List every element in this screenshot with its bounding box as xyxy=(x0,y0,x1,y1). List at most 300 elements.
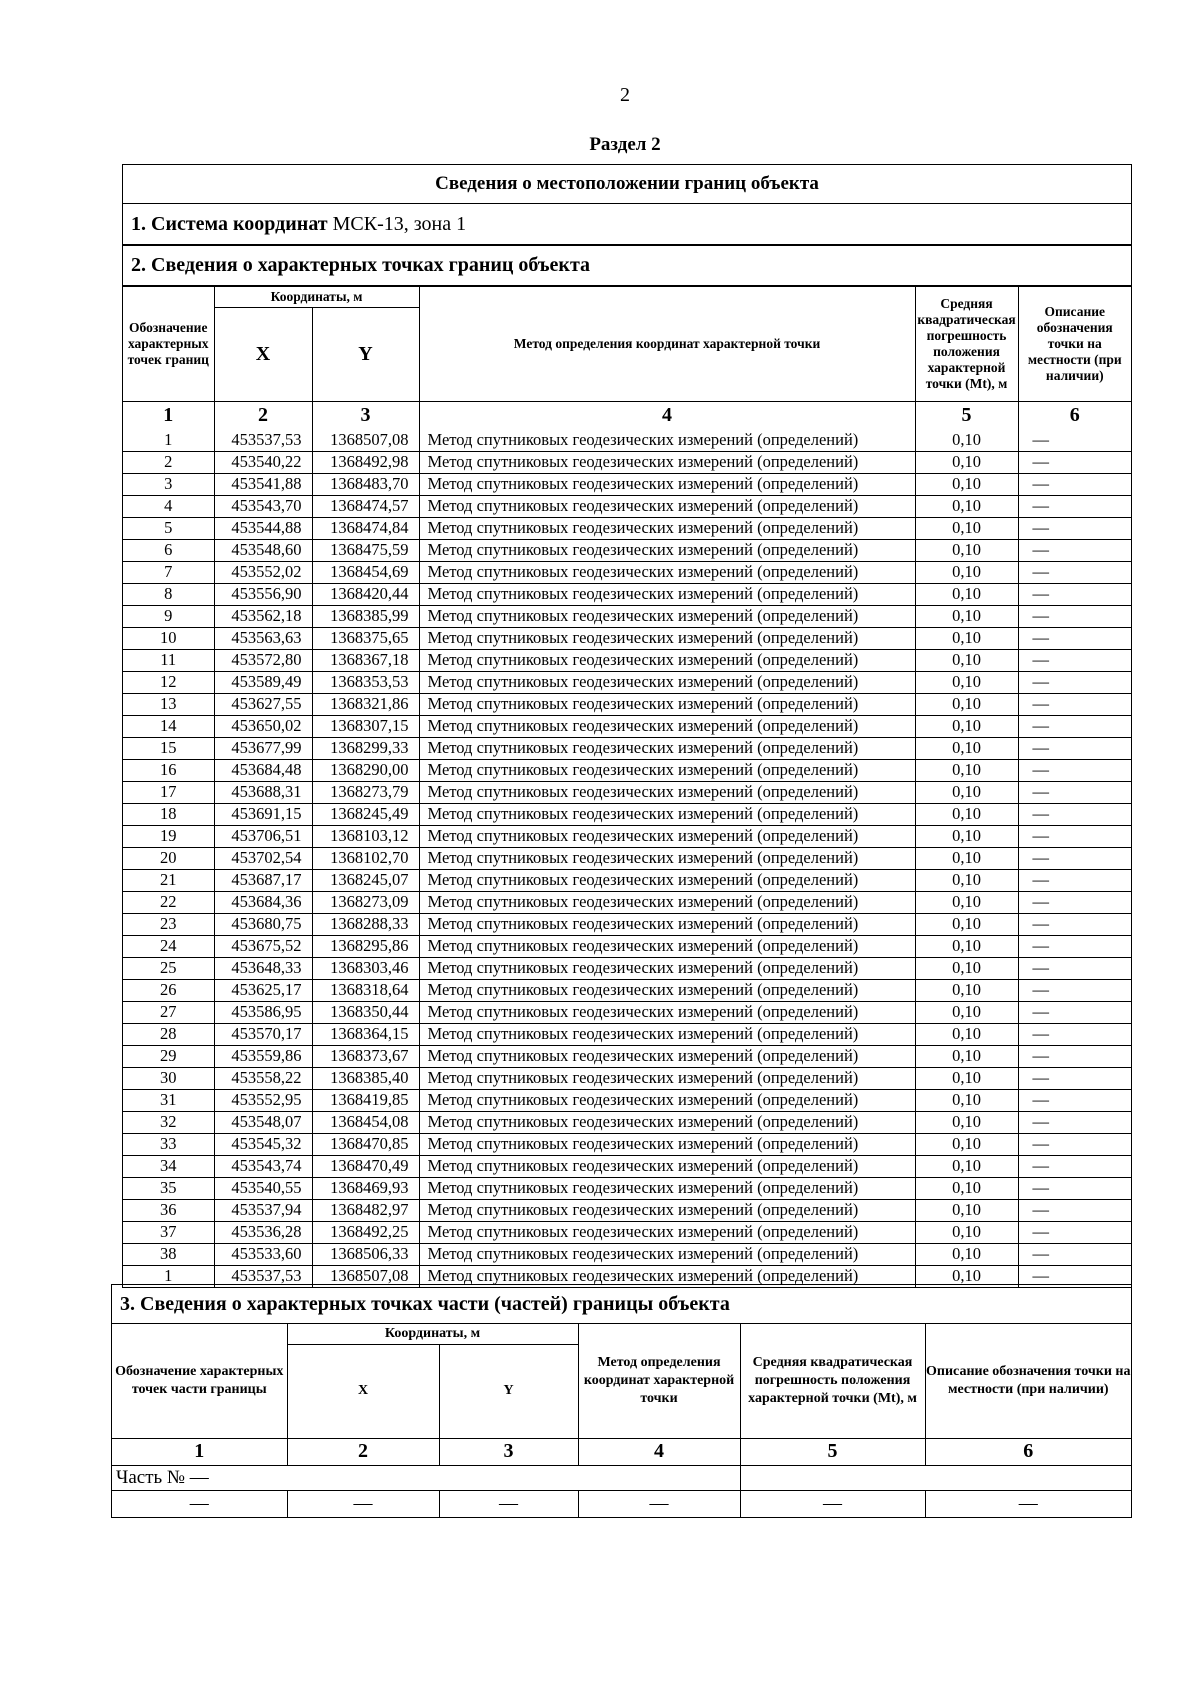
coord-x: 453552,95 xyxy=(214,1089,312,1111)
accuracy-cell: 0,10 xyxy=(915,430,1018,452)
method-cell: Метод спутниковых геодезических измерений (определений) xyxy=(419,1067,915,1089)
dash-cell: — xyxy=(287,1490,439,1517)
point-number: 37 xyxy=(123,1221,214,1243)
method-cell: Метод спутниковых геодезических измерений (определений) xyxy=(419,1089,915,1111)
parts-header-accuracy: Средняя квадратическая погрешность положения характерной точки (Mt), м xyxy=(740,1324,925,1438)
coord-y: 1368353,53 xyxy=(312,671,419,693)
column-number: 4 xyxy=(419,401,915,430)
method-cell: Метод спутниковых геодезических измерений (определений) xyxy=(419,979,915,1001)
coord-y: 1368482,97 xyxy=(312,1199,419,1221)
column-numbers-row xyxy=(123,401,1131,430)
coord-x: 453536,28 xyxy=(214,1221,312,1243)
table-row xyxy=(123,649,1131,671)
coord-x: 453684,36 xyxy=(214,891,312,913)
parts-header-description: Описание обозначения точки на местности (при наличии) xyxy=(925,1324,1131,1438)
table-row xyxy=(123,891,1131,913)
coord-y: 1368288,33 xyxy=(312,913,419,935)
method-cell: Метод спутниковых геодезических измерений (определений) xyxy=(419,891,915,913)
coord-x: 453558,22 xyxy=(214,1067,312,1089)
coord-x: 453684,48 xyxy=(214,759,312,781)
column-number: 5 xyxy=(740,1438,925,1465)
method-cell: Метод спутниковых геодезических измерений (определений) xyxy=(419,1133,915,1155)
dash-cell: — xyxy=(925,1490,1131,1517)
method-cell: Метод спутниковых геодезических измерений (определений) xyxy=(419,451,915,473)
point-number: 21 xyxy=(123,869,214,891)
column-number: 2 xyxy=(287,1438,439,1465)
coord-x: 453648,33 xyxy=(214,957,312,979)
coord-y: 1368102,70 xyxy=(312,847,419,869)
method-cell: Метод спутниковых геодезических измерений (определений) xyxy=(419,1001,915,1023)
coord-x: 453548,60 xyxy=(214,539,312,561)
coord-x: 453687,17 xyxy=(214,869,312,891)
table-row xyxy=(123,1023,1131,1045)
table-row xyxy=(123,1177,1131,1199)
table-row xyxy=(123,1221,1131,1243)
coord-x: 453572,80 xyxy=(214,649,312,671)
coord-y: 1368385,99 xyxy=(312,605,419,627)
method-cell: Метод спутниковых геодезических измерений (определений) xyxy=(419,1155,915,1177)
table-row xyxy=(123,759,1131,781)
accuracy-cell: 0,10 xyxy=(915,583,1018,605)
table-row xyxy=(123,495,1131,517)
coord-y: 1368103,12 xyxy=(312,825,419,847)
description-cell: — xyxy=(1018,891,1131,913)
parts-header-coords: Координаты, м xyxy=(287,1324,578,1344)
coord-x: 453625,17 xyxy=(214,979,312,1001)
coord-x: 453706,51 xyxy=(214,825,312,847)
points-section-title: 2. Сведения о характерных точках границ объекта xyxy=(123,246,1131,287)
accuracy-cell: 0,10 xyxy=(915,1111,1018,1133)
coord-y: 1368245,49 xyxy=(312,803,419,825)
point-number: 2 xyxy=(123,451,214,473)
point-number: 33 xyxy=(123,1133,214,1155)
description-cell: — xyxy=(1018,430,1131,452)
coord-y: 1368474,84 xyxy=(312,517,419,539)
parts-header-x: X xyxy=(287,1344,439,1438)
parts-header-designation: Обозначение характерных точек части границы xyxy=(112,1324,287,1438)
accuracy-cell: 0,10 xyxy=(915,517,1018,539)
coord-x: 453691,15 xyxy=(214,803,312,825)
column-number: 1 xyxy=(123,401,214,430)
coord-x: 453537,53 xyxy=(214,430,312,452)
table-row xyxy=(123,957,1131,979)
coord-y: 1368507,08 xyxy=(312,430,419,452)
description-cell: — xyxy=(1018,869,1131,891)
table-row xyxy=(123,913,1131,935)
point-number: 36 xyxy=(123,1199,214,1221)
coord-y: 1368507,08 xyxy=(312,1265,419,1287)
point-number: 29 xyxy=(123,1045,214,1067)
accuracy-cell: 0,10 xyxy=(915,715,1018,737)
table-row xyxy=(123,825,1131,847)
method-cell: Метод спутниковых геодезических измерений (определений) xyxy=(419,1177,915,1199)
table-row xyxy=(123,451,1131,473)
coord-y: 1368474,57 xyxy=(312,495,419,517)
accuracy-cell: 0,10 xyxy=(915,1089,1018,1111)
header-method: Метод определения координат характерной точки xyxy=(419,287,915,401)
point-number: 14 xyxy=(123,715,214,737)
description-cell: — xyxy=(1018,1045,1131,1067)
coord-x: 453537,94 xyxy=(214,1199,312,1221)
parts-table xyxy=(112,1324,1131,1517)
header-x: X xyxy=(214,307,312,401)
table-row xyxy=(123,1155,1131,1177)
coord-x: 453702,54 xyxy=(214,847,312,869)
coord-y: 1368385,40 xyxy=(312,1067,419,1089)
table-row xyxy=(123,1199,1131,1221)
method-cell: Метод спутниковых геодезических измерений (определений) xyxy=(419,737,915,759)
point-number: 31 xyxy=(123,1089,214,1111)
description-cell: — xyxy=(1018,1177,1131,1199)
description-cell: — xyxy=(1018,451,1131,473)
coord-x: 453556,90 xyxy=(214,583,312,605)
accuracy-cell: 0,10 xyxy=(915,979,1018,1001)
accuracy-cell: 0,10 xyxy=(915,825,1018,847)
table-row xyxy=(123,1045,1131,1067)
coord-y: 1368475,59 xyxy=(312,539,419,561)
table-row xyxy=(123,430,1131,452)
column-number: 3 xyxy=(312,401,419,430)
point-number: 34 xyxy=(123,1155,214,1177)
description-cell: — xyxy=(1018,693,1131,715)
description-cell: — xyxy=(1018,1089,1131,1111)
table-row xyxy=(123,517,1131,539)
part-label: Часть № — xyxy=(112,1465,740,1490)
description-cell: — xyxy=(1018,935,1131,957)
header-y: Y xyxy=(312,307,419,401)
accuracy-cell: 0,10 xyxy=(915,759,1018,781)
coord-x: 453589,49 xyxy=(214,671,312,693)
point-number: 25 xyxy=(123,957,214,979)
point-number: 3 xyxy=(123,473,214,495)
main-title: Сведения о местоположении границ объекта xyxy=(123,165,1131,204)
point-number: 11 xyxy=(123,649,214,671)
point-number: 12 xyxy=(123,671,214,693)
coord-x: 453675,52 xyxy=(214,935,312,957)
coord-y: 1368506,33 xyxy=(312,1243,419,1265)
points-body xyxy=(123,430,1131,1287)
accuracy-cell: 0,10 xyxy=(915,495,1018,517)
coord-y: 1368483,70 xyxy=(312,473,419,495)
method-cell: Метод спутниковых геодезических измерений (определений) xyxy=(419,1265,915,1287)
column-number: 6 xyxy=(1018,401,1131,430)
coord-y: 1368420,44 xyxy=(312,583,419,605)
method-cell: Метод спутниковых геодезических измерений (определений) xyxy=(419,583,915,605)
accuracy-cell: 0,10 xyxy=(915,627,1018,649)
coord-y: 1368469,93 xyxy=(312,1177,419,1199)
description-cell: — xyxy=(1018,847,1131,869)
coord-y: 1368299,33 xyxy=(312,737,419,759)
column-number: 4 xyxy=(578,1438,740,1465)
coord-x: 453541,88 xyxy=(214,473,312,495)
coord-x: 453543,70 xyxy=(214,495,312,517)
header-designation: Обозначение характерных точек границ xyxy=(123,287,214,401)
accuracy-cell: 0,10 xyxy=(915,1133,1018,1155)
coord-y: 1368367,18 xyxy=(312,649,419,671)
description-cell: — xyxy=(1018,539,1131,561)
coord-x: 453543,74 xyxy=(214,1155,312,1177)
accuracy-cell: 0,10 xyxy=(915,957,1018,979)
description-cell: — xyxy=(1018,1221,1131,1243)
point-number: 28 xyxy=(123,1023,214,1045)
method-cell: Метод спутниковых геодезических измерений (определений) xyxy=(419,473,915,495)
points-table xyxy=(123,287,1131,1287)
point-number: 19 xyxy=(123,825,214,847)
point-number: 27 xyxy=(123,1001,214,1023)
point-number: 7 xyxy=(123,561,214,583)
coord-y: 1368307,15 xyxy=(312,715,419,737)
method-cell: Метод спутниковых геодезических измерений (определений) xyxy=(419,1199,915,1221)
accuracy-cell: 0,10 xyxy=(915,1265,1018,1287)
accuracy-cell: 0,10 xyxy=(915,693,1018,715)
method-cell: Метод спутниковых геодезических измерений (определений) xyxy=(419,693,915,715)
point-number: 22 xyxy=(123,891,214,913)
table-row xyxy=(123,1067,1131,1089)
section-title: Раздел 2 xyxy=(589,134,661,155)
method-cell: Метод спутниковых геодезических измерений (определений) xyxy=(419,913,915,935)
accuracy-cell: 0,10 xyxy=(915,847,1018,869)
accuracy-cell: 0,10 xyxy=(915,1067,1018,1089)
method-cell: Метод спутниковых геодезических измерений (определений) xyxy=(419,671,915,693)
table-row xyxy=(123,539,1131,561)
method-cell: Метод спутниковых геодезических измерений (определений) xyxy=(419,759,915,781)
accuracy-cell: 0,10 xyxy=(915,935,1018,957)
table-row xyxy=(123,869,1131,891)
accuracy-cell: 0,10 xyxy=(915,737,1018,759)
accuracy-cell: 0,10 xyxy=(915,781,1018,803)
point-number: 4 xyxy=(123,495,214,517)
method-cell: Метод спутниковых геодезических измерений (определений) xyxy=(419,649,915,671)
point-number: 6 xyxy=(123,539,214,561)
method-cell: Метод спутниковых геодезических измерений (определений) xyxy=(419,1221,915,1243)
table-row xyxy=(123,1089,1131,1111)
coord-y: 1368454,08 xyxy=(312,1111,419,1133)
coord-x: 453650,02 xyxy=(214,715,312,737)
accuracy-cell: 0,10 xyxy=(915,649,1018,671)
coord-y: 1368375,65 xyxy=(312,627,419,649)
page-number: 2 xyxy=(620,84,630,106)
coord-y: 1368492,98 xyxy=(312,451,419,473)
coord-y: 1368419,85 xyxy=(312,1089,419,1111)
coord-y: 1368470,49 xyxy=(312,1155,419,1177)
coord-system-value: МСК-13, зона 1 xyxy=(332,213,467,235)
accuracy-cell: 0,10 xyxy=(915,1221,1018,1243)
coord-y: 1368245,07 xyxy=(312,869,419,891)
accuracy-cell: 0,10 xyxy=(915,1045,1018,1067)
parts-dash-row xyxy=(112,1490,1131,1517)
coord-x: 453544,88 xyxy=(214,517,312,539)
table-row xyxy=(123,715,1131,737)
table-row xyxy=(123,1133,1131,1155)
parts-section xyxy=(111,1284,1132,1518)
table-row xyxy=(123,561,1131,583)
coord-x: 453570,17 xyxy=(214,1023,312,1045)
coord-y: 1368273,09 xyxy=(312,891,419,913)
accuracy-cell: 0,10 xyxy=(915,1001,1018,1023)
description-cell: — xyxy=(1018,473,1131,495)
description-cell: — xyxy=(1018,1243,1131,1265)
description-cell: — xyxy=(1018,583,1131,605)
method-cell: Метод спутниковых геодезических измерений (определений) xyxy=(419,1111,915,1133)
object-boundaries-section xyxy=(122,164,1132,1288)
coord-x: 453563,63 xyxy=(214,627,312,649)
coord-x: 453537,53 xyxy=(214,1265,312,1287)
dash-cell: — xyxy=(740,1490,925,1517)
accuracy-cell: 0,10 xyxy=(915,803,1018,825)
coord-system-label: 1. Система координат xyxy=(131,213,328,235)
description-cell: — xyxy=(1018,913,1131,935)
column-number: 1 xyxy=(112,1438,287,1465)
description-cell: — xyxy=(1018,825,1131,847)
parts-header-method: Метод определения координат характерной точки xyxy=(578,1324,740,1438)
method-cell: Метод спутниковых геодезических измерений (определений) xyxy=(419,1045,915,1067)
description-cell: — xyxy=(1018,1023,1131,1045)
accuracy-cell: 0,10 xyxy=(915,913,1018,935)
point-number: 35 xyxy=(123,1177,214,1199)
description-cell: — xyxy=(1018,1067,1131,1089)
point-number: 8 xyxy=(123,583,214,605)
column-number: 3 xyxy=(439,1438,578,1465)
description-cell: — xyxy=(1018,1111,1131,1133)
coord-y: 1368454,69 xyxy=(312,561,419,583)
point-number: 13 xyxy=(123,693,214,715)
method-cell: Метод спутниковых геодезических измерений (определений) xyxy=(419,1023,915,1045)
method-cell: Метод спутниковых геодезических измерений (определений) xyxy=(419,430,915,452)
header-coords: Координаты, м xyxy=(214,287,419,307)
description-cell: — xyxy=(1018,759,1131,781)
coord-x: 453559,86 xyxy=(214,1045,312,1067)
point-number: 24 xyxy=(123,935,214,957)
description-cell: — xyxy=(1018,1265,1131,1287)
coord-x: 453562,18 xyxy=(214,605,312,627)
method-cell: Метод спутниковых геодезических измерений (определений) xyxy=(419,847,915,869)
accuracy-cell: 0,10 xyxy=(915,451,1018,473)
accuracy-cell: 0,10 xyxy=(915,869,1018,891)
point-number: 17 xyxy=(123,781,214,803)
coord-y: 1368321,86 xyxy=(312,693,419,715)
parts-column-numbers-row xyxy=(112,1438,1131,1465)
method-cell: Метод спутниковых геодезических измерений (определений) xyxy=(419,715,915,737)
table-row xyxy=(123,935,1131,957)
coord-x: 453552,02 xyxy=(214,561,312,583)
table-row xyxy=(123,803,1131,825)
description-cell: — xyxy=(1018,1199,1131,1221)
description-cell: — xyxy=(1018,979,1131,1001)
point-number: 26 xyxy=(123,979,214,1001)
table-row xyxy=(123,847,1131,869)
method-cell: Метод спутниковых геодезических измерений (определений) xyxy=(419,539,915,561)
coord-y: 1368290,00 xyxy=(312,759,419,781)
accuracy-cell: 0,10 xyxy=(915,539,1018,561)
coord-x: 453627,55 xyxy=(214,693,312,715)
coord-y: 1368295,86 xyxy=(312,935,419,957)
coord-x: 453545,32 xyxy=(214,1133,312,1155)
dash-cell: — xyxy=(112,1490,287,1517)
description-cell: — xyxy=(1018,605,1131,627)
table-row xyxy=(123,627,1131,649)
dash-cell: — xyxy=(439,1490,578,1517)
coord-x: 453586,95 xyxy=(214,1001,312,1023)
method-cell: Метод спутниковых геодезических измерений (определений) xyxy=(419,935,915,957)
column-number: 2 xyxy=(214,401,312,430)
description-cell: — xyxy=(1018,517,1131,539)
description-cell: — xyxy=(1018,1133,1131,1155)
method-cell: Метод спутниковых геодезических измерений (определений) xyxy=(419,517,915,539)
method-cell: Метод спутниковых геодезических измерений (определений) xyxy=(419,869,915,891)
coord-y: 1368303,46 xyxy=(312,957,419,979)
accuracy-cell: 0,10 xyxy=(915,605,1018,627)
description-cell: — xyxy=(1018,561,1131,583)
method-cell: Метод спутниковых геодезических измерений (определений) xyxy=(419,1243,915,1265)
table-row xyxy=(123,1243,1131,1265)
method-cell: Метод спутниковых геодезических измерений (определений) xyxy=(419,781,915,803)
part-row xyxy=(112,1465,1131,1490)
coord-y: 1368470,85 xyxy=(312,1133,419,1155)
method-cell: Метод спутниковых геодезических измерений (определений) xyxy=(419,957,915,979)
table-row xyxy=(123,781,1131,803)
method-cell: Метод спутниковых геодезических измерений (определений) xyxy=(419,825,915,847)
table-row xyxy=(123,605,1131,627)
table-row xyxy=(123,737,1131,759)
method-cell: Метод спутниковых геодезических измерений (определений) xyxy=(419,605,915,627)
coord-x: 453533,60 xyxy=(214,1243,312,1265)
coord-y: 1368492,25 xyxy=(312,1221,419,1243)
accuracy-cell: 0,10 xyxy=(915,473,1018,495)
method-cell: Метод спутниковых геодезических измерений (определений) xyxy=(419,803,915,825)
description-cell: — xyxy=(1018,737,1131,759)
description-cell: — xyxy=(1018,1155,1131,1177)
coord-x: 453677,99 xyxy=(214,737,312,759)
description-cell: — xyxy=(1018,627,1131,649)
coord-y: 1368373,67 xyxy=(312,1045,419,1067)
coord-x: 453540,22 xyxy=(214,451,312,473)
description-cell: — xyxy=(1018,715,1131,737)
point-number: 5 xyxy=(123,517,214,539)
accuracy-cell: 0,10 xyxy=(915,1155,1018,1177)
accuracy-cell: 0,10 xyxy=(915,671,1018,693)
coord-y: 1368318,64 xyxy=(312,979,419,1001)
description-cell: — xyxy=(1018,649,1131,671)
description-cell: — xyxy=(1018,495,1131,517)
coord-y: 1368350,44 xyxy=(312,1001,419,1023)
point-number: 1 xyxy=(123,1265,214,1287)
description-cell: — xyxy=(1018,781,1131,803)
coord-x: 453548,07 xyxy=(214,1111,312,1133)
accuracy-cell: 0,10 xyxy=(915,1243,1018,1265)
description-cell: — xyxy=(1018,803,1131,825)
method-cell: Метод спутниковых геодезических измерений (определений) xyxy=(419,561,915,583)
point-number: 9 xyxy=(123,605,214,627)
description-cell: — xyxy=(1018,671,1131,693)
table-row xyxy=(123,671,1131,693)
point-number: 10 xyxy=(123,627,214,649)
method-cell: Метод спутниковых геодезических измерений (определений) xyxy=(419,627,915,649)
point-number: 16 xyxy=(123,759,214,781)
table-row xyxy=(123,693,1131,715)
point-number: 30 xyxy=(123,1067,214,1089)
point-number: 15 xyxy=(123,737,214,759)
coord-x: 453540,55 xyxy=(214,1177,312,1199)
point-number: 32 xyxy=(123,1111,214,1133)
parts-section-title: 3. Сведения о характерных точках части (частей) границы объекта xyxy=(112,1285,1131,1324)
accuracy-cell: 0,10 xyxy=(915,1199,1018,1221)
table-row xyxy=(123,1001,1131,1023)
point-number: 38 xyxy=(123,1243,214,1265)
part-empty-cell xyxy=(740,1465,1131,1490)
table-row xyxy=(123,583,1131,605)
column-number: 5 xyxy=(915,401,1018,430)
coord-x: 453688,31 xyxy=(214,781,312,803)
